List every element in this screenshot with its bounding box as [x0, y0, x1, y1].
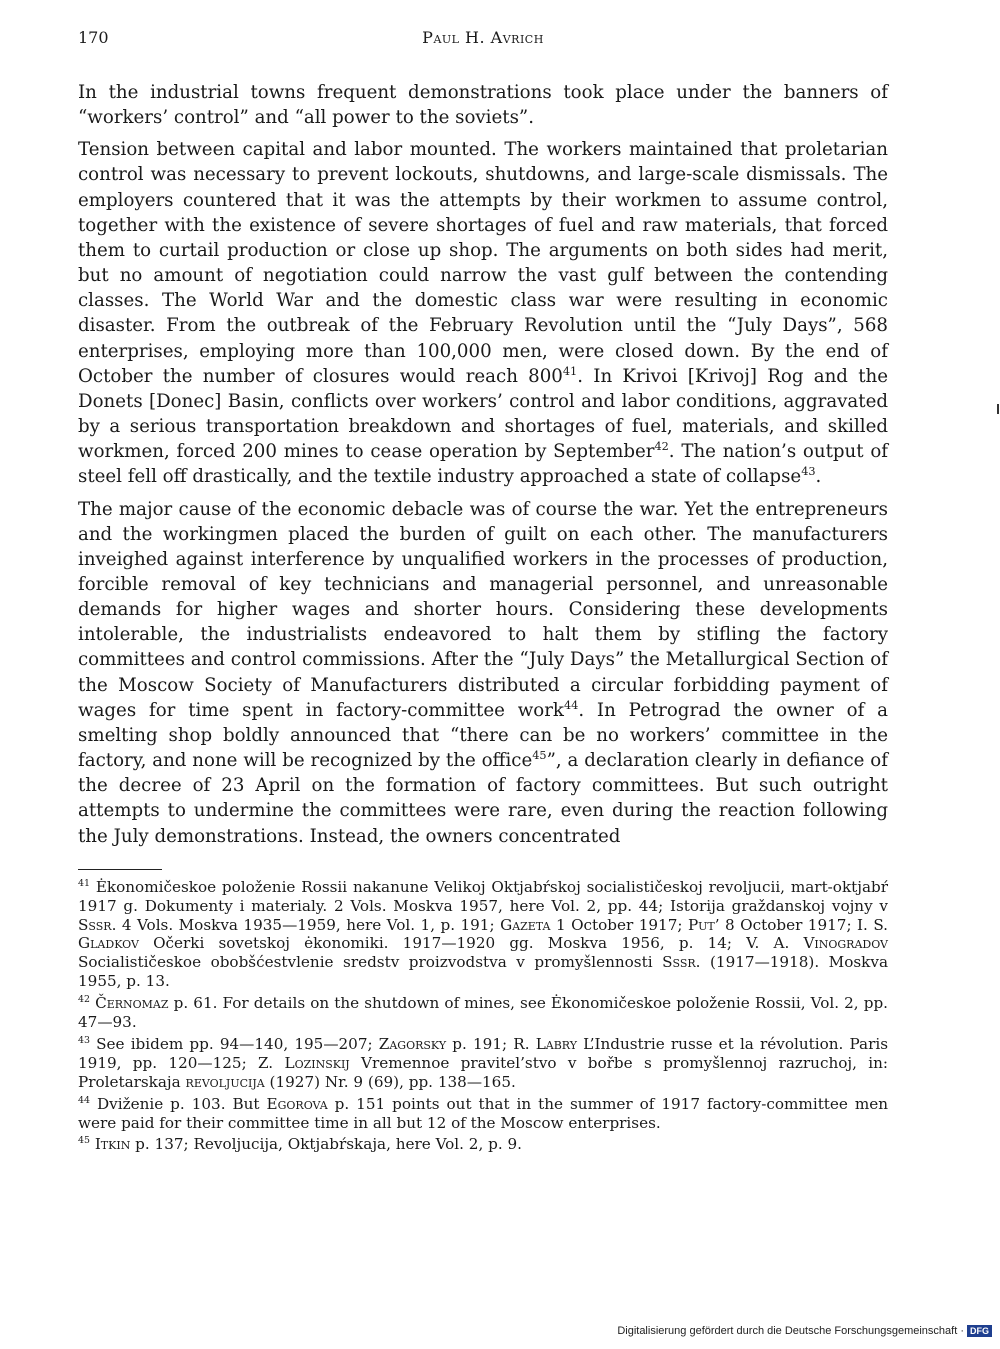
- credit-text: Digitalisierung gefördert durch die Deutsche Forschungsgemeinschaft ·: [617, 1325, 964, 1337]
- footnote: $^{43}$ See ibidem pp. 94—140, 195—207; Zagorsky p. 191; R. Labry L’Industrie russe et la révolution. Paris 1919, pp. 120—125; Z. Lozinskij Vremennoe pravitel’stvo v bořbe s promyšlennoj razruchoj, in: Proletarskaja revoljucija (1927) Nr. 9 (69), pp. 138—165.: [78, 1034, 889, 1091]
- body-text: [78, 80, 888, 849]
- footnote: $^{42}$ Černomaz p. 61. For details on the shutdown of mines, see Ėkonomičeskoe položenie Rossii, Vol. 2, pp. 47—93.: [78, 994, 889, 1032]
- footnote-ref: 45: [532, 749, 547, 762]
- footnote-ref: 41: [562, 364, 578, 378]
- footnote: $^{44}$ Dviženie p. 103. But Egorova p. 151 points out that in the summer of 1917 factory-committee men were paid for their committee time in all but 12 of the Moscow enterprises.: [78, 1094, 889, 1132]
- footnotes: [78, 878, 888, 1155]
- footnote-ref: 43: [801, 465, 816, 479]
- footnote: $^{41}$ Ėkonomičeskoe položenie Rossii nakanune Velikoj Oktjabŕskoj socialističeskoj revoljucii, mart-oktjabŕ 1917 g. Dokumenty i materialy. 2 Vols. Moskva 1957, here Vol. 2, pp. 44; Istorija graždanskoj vojny v Sssr. 4 Vols. Moskva 1935—1959, here Vol. 1, p. 191; Gazeta 1 October 1917; Put’ 8 October 1917; I. S. Gladkov Očerki sovetskoj ėkonomiki. 1917—1920 gg. Moskva 1956, p. 14; V. A. Vinogradov Socialističeskoe obobšćestvlenie sredstv proizvodstva v promyšlennosti Sssr. (1917—1918). Moskva 1955, p. 13.: [78, 877, 889, 991]
- book-page: [78, 28, 888, 1157]
- running-head: [78, 28, 888, 54]
- paragraph: Tension between capital and labor mounted. The workers maintained that proletarian control was necessary to prevent lockouts, shutdowns, and large-scale dismissals. The employers countered that it was the attempts by their workmen to assume control, together with the existence of severe shortages of fuel and raw materials, that forced them to curtail production or close up shop. The arguments on both sides had merit, but no amount of negotiation could narrow the vast gulf between the contending classes. The World War and the domestic class war were resulting in economic disaster. From the outbreak of the February Revolution until the “July Days”, 568 enterprises, employing more than 100,000 men, were closed down. By the end of October the number of closures would reach $800^{41}$. In Krivoi [Krivoj] Rog and the Donets [Donec] Basin, conflicts over workers’ control and labor conditions, aggravated by a serious transportation breakdown and shortages of fuel, materials, and skilled workmen, forced 200 mines to cease operation by September$^{42}$. The nation’s output of steel fell off drastically, and the textile industry approached a state of collapse$^{43}$.: [78, 139, 889, 488]
- paragraph: The major cause of the economic debacle was of course the war. Yet the entrepreneurs and the workingmen placed the burden of guilt on each other. The manufacturers inveighed against interference by unqualified workers in the processes of production, forcible removal of key technicians and managerial personnel, and unreasonable demands for higher wages and shorter hours. Considering these developments intolerable, the industrialists endeavored to halt them by stifling the factory committees and control commissions. After the “July Days” the Metallurgical Section of the Moscow Society of Manufacturers distributed a circular forbidding payment of wages for time spent in factory-committee work$^{44}$. In Petrograd the owner of a smelting shop boldly announced that “there can be no workers’ committee in the factory, and none will be recognized by the office$^{45}$”, a declaration clearly in defiance of the decree of 23 April on the formation of factory committees. But such outright attempts to undermine the committees were rare, even during the reaction following the July demonstrations. Instead, the owners concentrated: [78, 498, 888, 847]
- footnote: $^{45}$ Itkin p. 137; Revoljucija, Oktjabŕskaja, here Vol. 2, p. 9.: [78, 1135, 522, 1154]
- margin-mark: [997, 404, 999, 414]
- paragraph: In the industrial towns frequent demonstrations took place under the banners of “workers’ control” and “all power to the soviets”.: [78, 82, 888, 129]
- page-number: 170: [78, 28, 109, 47]
- footnote-ref: 42: [654, 440, 669, 454]
- running-head-author: Paul H. Avrich: [422, 28, 544, 47]
- digitization-credit: [617, 1325, 992, 1337]
- footnote-divider: [78, 869, 162, 870]
- dfg-logo-icon: DFG: [967, 1325, 992, 1337]
- footnote-ref: 44: [563, 698, 579, 712]
